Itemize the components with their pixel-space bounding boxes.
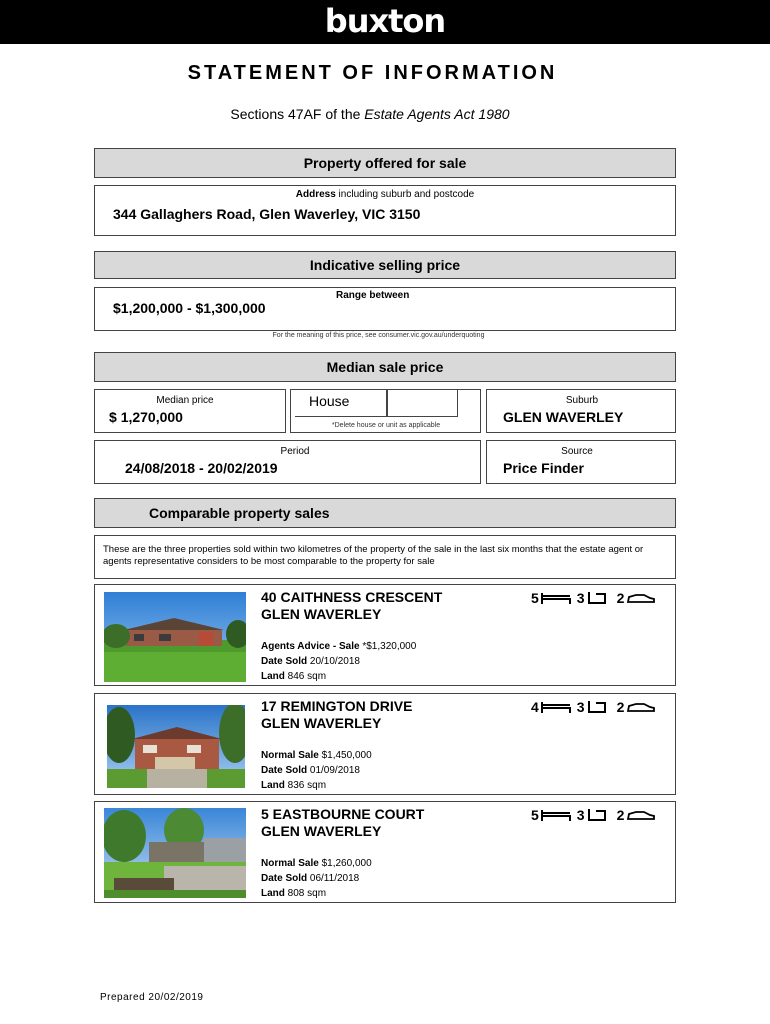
land-value: 808 sqm	[287, 888, 327, 899]
property-photo-2[interactable]	[107, 705, 245, 788]
bath-icon	[587, 808, 607, 822]
source-label: Source	[561, 446, 593, 457]
suburb-label: Suburb	[565, 395, 599, 406]
baths-count: 3	[576, 590, 585, 606]
comparable-3-features	[531, 807, 656, 823]
period-box	[94, 440, 481, 484]
beds-count: 5	[531, 807, 539, 823]
comparable-3-sale	[261, 856, 372, 871]
land-value: 846 sqm	[287, 671, 327, 682]
address-hint: including suburb and postcode	[335, 189, 475, 200]
page-subtitle	[0, 106, 740, 122]
date-label: Date Sold	[261, 873, 308, 884]
comparable-2-address	[261, 698, 412, 732]
type-unit-cell	[387, 390, 458, 417]
beds-count: 5	[531, 590, 539, 606]
sale-value: $1,450,000	[321, 750, 372, 761]
bath-icon	[587, 591, 607, 605]
land-value: 836 sqm	[287, 780, 327, 791]
comparable-1-land	[261, 669, 416, 684]
comparable-2-sale	[261, 748, 372, 763]
sale-label: Normal Sale	[261, 858, 319, 869]
property-address: 344 Gallaghers Road, Glen Waverley, VIC 3150	[113, 206, 421, 222]
period-label: Period	[280, 446, 310, 457]
comparable-2-details	[261, 748, 372, 793]
page-title: STATEMENT OF INFORMATION	[187, 62, 558, 84]
subtitle-prefix: Sections 47AF of the	[230, 106, 365, 122]
baths-count: 3	[576, 807, 585, 823]
address-label: Address	[295, 189, 336, 200]
median-currency: $	[109, 409, 117, 425]
sale-label: Agents Advice - Sale	[261, 641, 360, 652]
date-value: 01/09/2018	[309, 765, 360, 776]
type-note: *Delete house or unit as applicable	[331, 422, 441, 429]
cars-count: 2	[616, 699, 625, 715]
comparable-intro: These are the three properties sold within two kilometres of the property of the sale in the last six months that the estate agent or agents representative considers to be most comparable to the property for sale	[103, 544, 644, 567]
sale-value: *$1,320,000	[362, 641, 417, 652]
bed-icon	[541, 591, 571, 605]
comparable-card-2[interactable]	[94, 693, 676, 795]
date-value: 06/11/2018	[309, 873, 360, 884]
comparable-card-1[interactable]	[94, 584, 676, 686]
suburb-box	[486, 389, 676, 433]
indicative-header: Indicative selling price	[94, 251, 676, 279]
indicative-box	[94, 287, 676, 331]
median-price-value: 1,270,000	[120, 409, 183, 425]
comparable-card-3[interactable]	[94, 801, 676, 903]
land-label: Land	[261, 888, 285, 899]
sale-label: Normal Sale	[261, 750, 319, 761]
comparable-1-street: 40 CAITHNESS CRESCENT	[261, 589, 443, 605]
comparable-3-address	[261, 806, 424, 840]
indicative-price-value: 1,200,000 - $1,300,000	[120, 300, 266, 316]
sale-value: $1,260,000	[321, 858, 372, 869]
source-value: Price Finder	[503, 460, 584, 476]
comparable-1-features	[531, 590, 656, 606]
land-label: Land	[261, 671, 285, 682]
median-price	[109, 409, 183, 425]
beds-count: 4	[531, 699, 539, 715]
property-box	[94, 185, 676, 236]
suburb-value: GLEN WAVERLEY	[503, 409, 624, 425]
comparable-2-suburb: GLEN WAVERLEY	[261, 715, 382, 731]
comparable-intro-box	[94, 535, 676, 579]
cars-count: 2	[616, 590, 625, 606]
median-price-label: Median price	[156, 395, 214, 406]
indicative-price	[113, 300, 266, 316]
comparable-2-land	[261, 778, 372, 793]
bed-icon	[541, 808, 571, 822]
date-value: 20/10/2018	[309, 656, 360, 667]
property-header: Property offered for sale	[94, 148, 676, 178]
comparable-1-address	[261, 589, 442, 623]
prepared-date: Prepared 20/02/2019	[100, 992, 204, 1003]
property-photo-1[interactable]	[104, 592, 246, 682]
comparable-2-features	[531, 699, 656, 715]
range-label: Range between	[336, 290, 410, 301]
bath-icon	[587, 700, 607, 714]
car-icon	[626, 700, 656, 714]
bed-icon	[541, 700, 571, 714]
property-photo-3[interactable]	[104, 808, 246, 898]
brand-logo: buxton	[324, 2, 446, 40]
period-value: 24/08/2018 - 20/02/2019	[125, 460, 278, 476]
underquoting-note: For the meaning of this price, see consumer.vic.gov.au/underquoting	[272, 332, 485, 339]
date-label: Date Sold	[261, 656, 308, 667]
comparable-3-details	[261, 856, 372, 901]
comparable-3-street: 5 EASTBOURNE COURT	[261, 806, 425, 822]
date-label: Date Sold	[261, 765, 308, 776]
comparable-3-date	[261, 871, 372, 886]
baths-count: 3	[576, 699, 585, 715]
source-box	[486, 440, 676, 484]
subtitle-act: Estate Agents Act 1980	[364, 106, 510, 122]
comparable-1-suburb: GLEN WAVERLEY	[261, 606, 382, 622]
cars-count: 2	[616, 807, 625, 823]
comparable-header: Comparable property sales	[94, 498, 676, 528]
comparable-1-sale	[261, 639, 416, 654]
comparable-3-land	[261, 886, 372, 901]
car-icon	[626, 808, 656, 822]
median-header: Median sale price	[94, 352, 676, 382]
property-type-box	[290, 389, 481, 433]
land-label: Land	[261, 780, 285, 791]
median-price-box	[94, 389, 286, 433]
comparable-1-date	[261, 654, 416, 669]
type-house-cell	[295, 390, 387, 417]
car-icon	[626, 591, 656, 605]
comparable-2-street: 17 REMINGTON DRIVE	[261, 698, 413, 714]
indicative-currency: $	[113, 300, 121, 316]
comparable-2-date	[261, 763, 372, 778]
property-type: House	[309, 393, 350, 409]
address-caption	[95, 189, 675, 200]
comparable-1-details	[261, 639, 416, 684]
comparable-3-suburb: GLEN WAVERLEY	[261, 823, 382, 839]
